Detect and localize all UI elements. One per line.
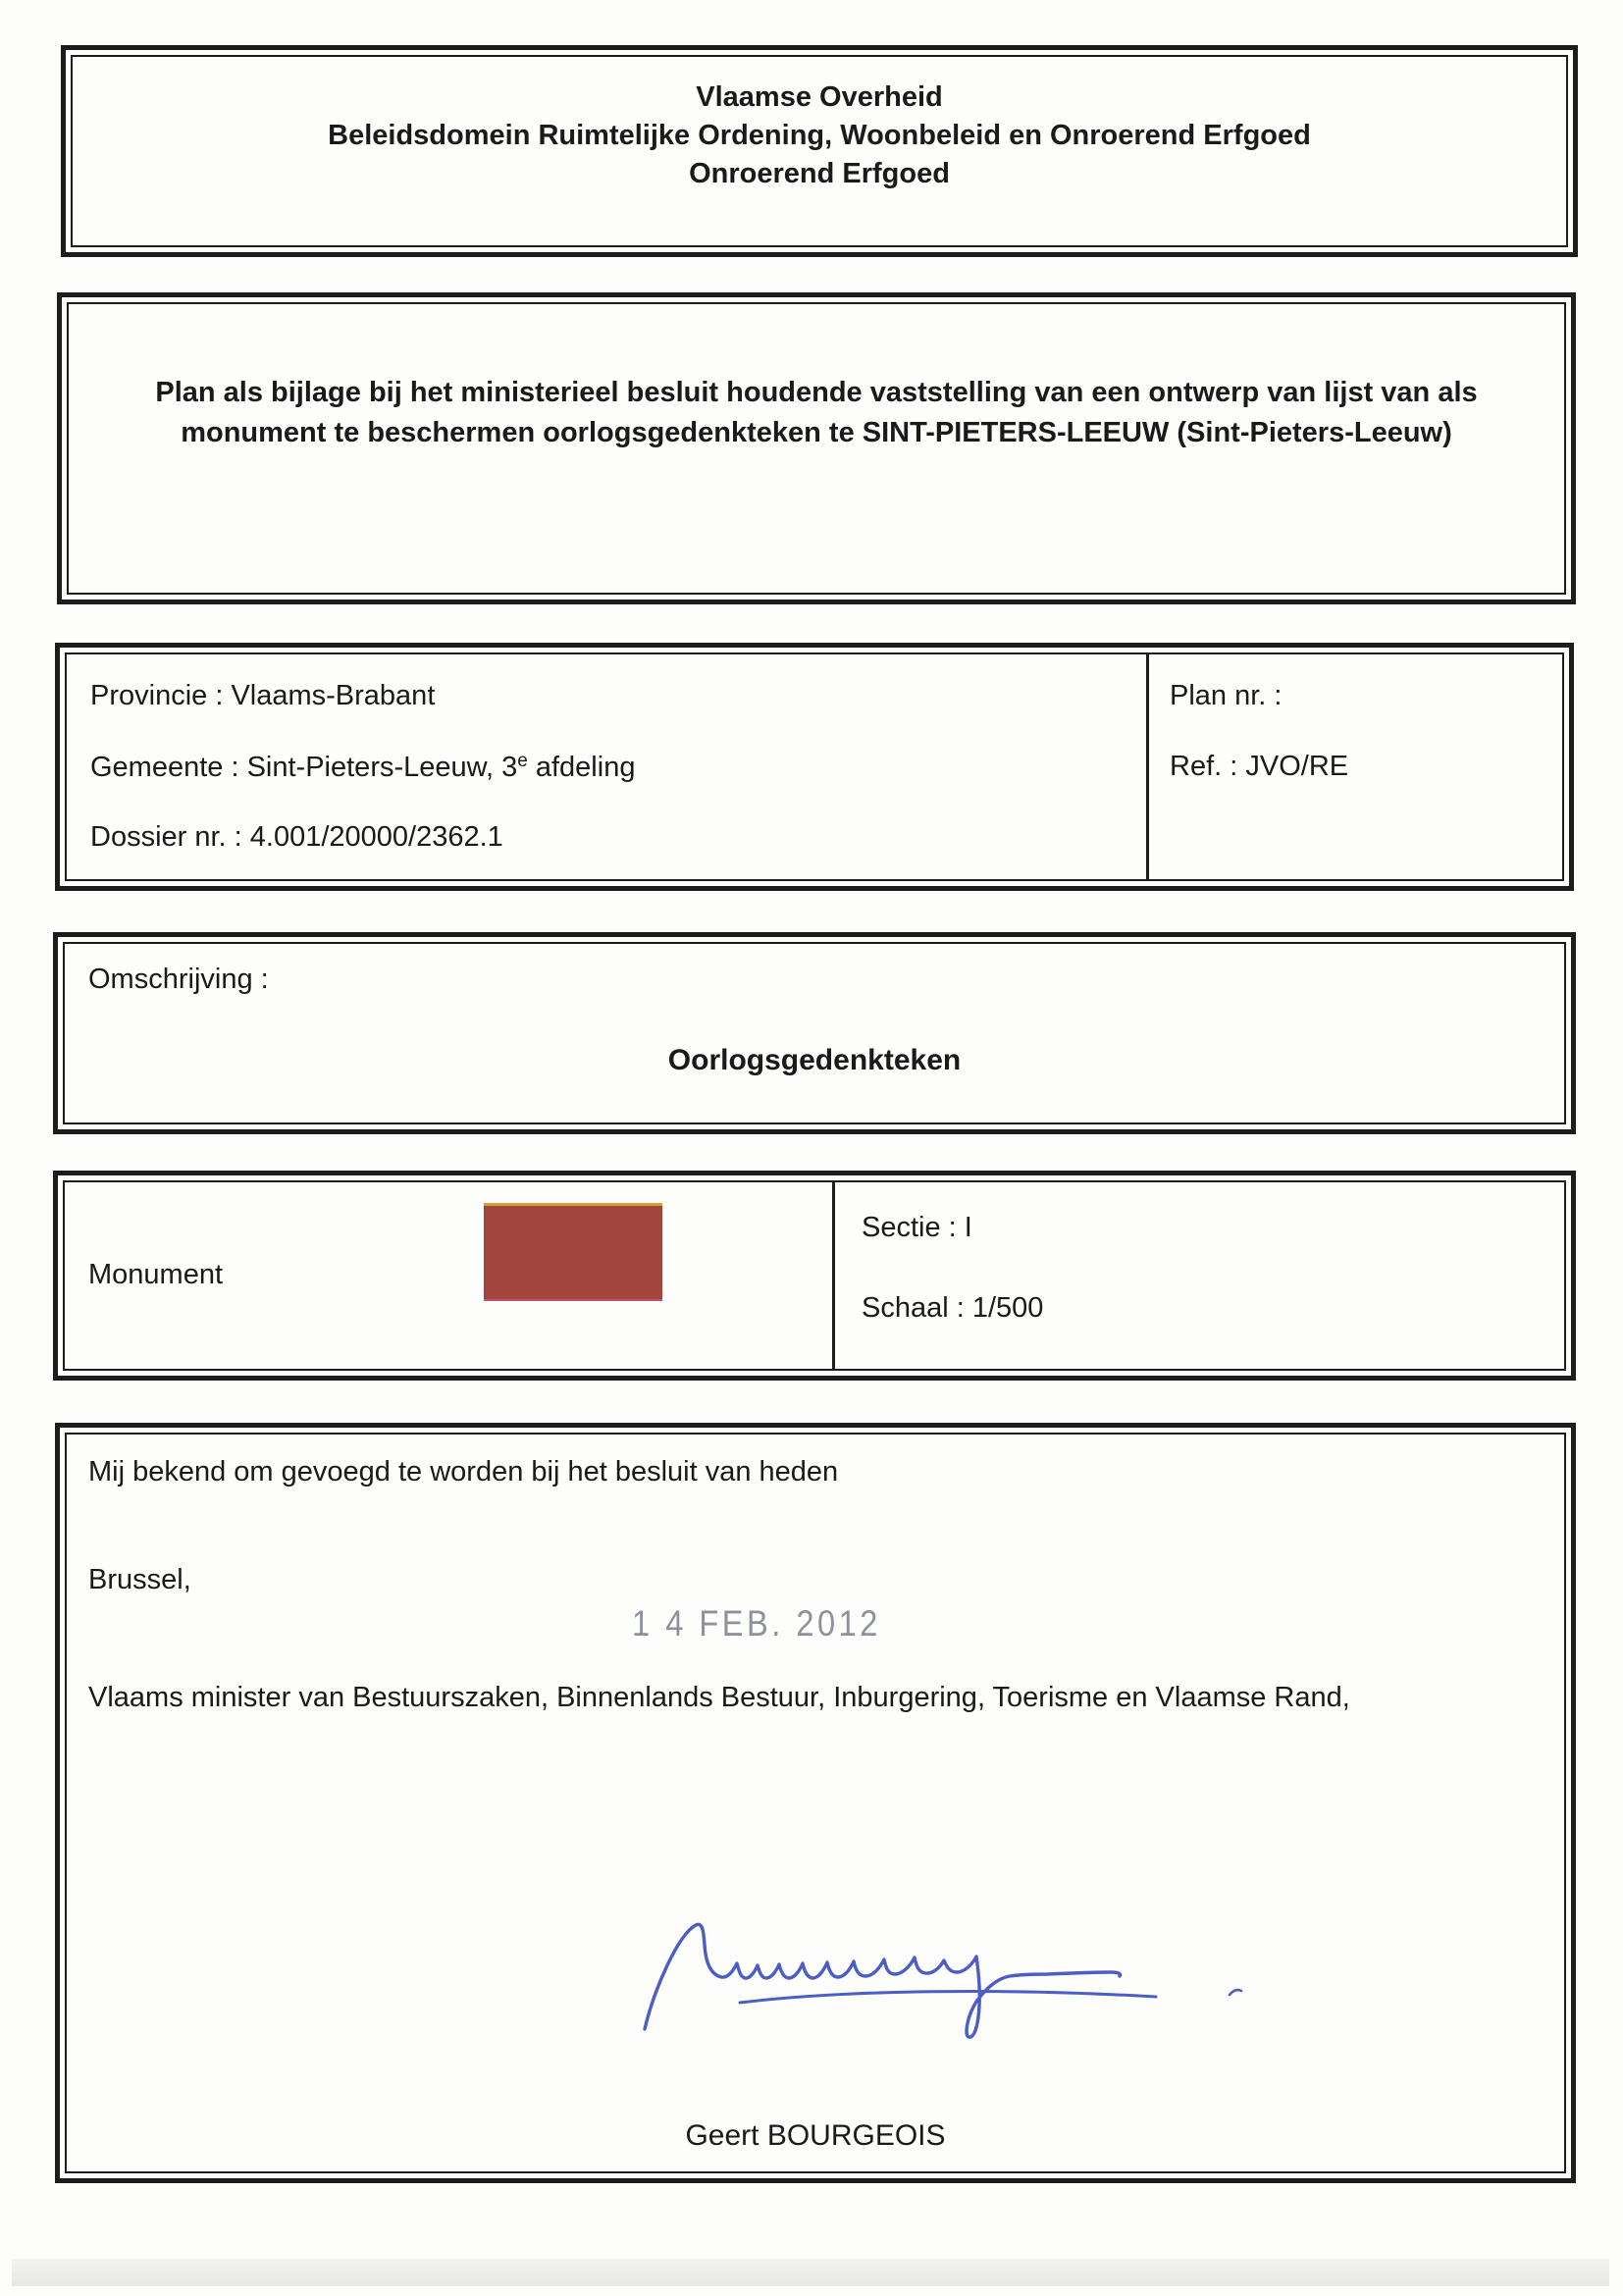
plan-number-field: Plan nr. : (1170, 680, 1283, 711)
signature-box-inner (65, 1433, 1566, 2173)
legend-column-divider (832, 1182, 835, 1369)
schaal-field: Schaal : 1/500 (862, 1292, 1044, 1324)
attestation-statement: Mij bekend om gevoegd te worden bij het besluit van heden (88, 1456, 839, 1487)
decree-title: Plan als bijlage bij het ministerieel besluit houdende vaststelling van een ontwerp van lijst van als monument te beschermen oorlogsgedenkteken te SINT-PIETERS-LEEUW (Sint-Pieters-Leeuw) (155, 377, 1478, 448)
description-value: Oorlogsgedenkteken (667, 1044, 962, 1076)
minister-title-line: Vlaams minister van Bestuurszaken, Binnenlands Bestuur, Inburgering, Toerisme en Vlaamse Rand, (88, 1682, 1350, 1713)
signature-main-stroke (645, 1924, 1121, 2037)
signer-name: Geert BOURGEOIS (685, 2119, 946, 2152)
municipality-suffix: afdeling (527, 752, 636, 783)
policy-domain: Beleidsdomein Ruimtelijke Ordening, Woonbeleid en Onroerend Erfgoed (328, 120, 1311, 151)
city-line: Brussel, (88, 1564, 191, 1595)
municipality-text: Gemeente : Sint-Pieters-Leeuw, 3 (90, 752, 518, 783)
legend-box (53, 1171, 1576, 1381)
decree-title-box-inner (67, 302, 1566, 595)
header-box-inner (71, 55, 1568, 247)
municipality-field (90, 751, 635, 784)
decree-title-box (57, 292, 1576, 604)
date-stamp: 1 4 FEB. 2012 (632, 1603, 881, 1644)
reference-field: Ref. : JVO/RE (1170, 751, 1349, 782)
dossier-info-box (55, 643, 1574, 891)
info-column-divider (1146, 654, 1149, 879)
description-box-inner (63, 942, 1566, 1124)
monument-label: Monument (88, 1259, 224, 1290)
municipality-superscript: e (517, 751, 528, 771)
signature-box (55, 1423, 1576, 2183)
province-field: Provincie : Vlaams-Brabant (90, 680, 436, 711)
description-label: Omschrijving : (88, 964, 269, 995)
division-name: Onroerend Erfgoed (689, 158, 950, 189)
dossier-number-field: Dossier nr. : 4.001/20000/2362.1 (90, 821, 503, 853)
signature-end-tick (1230, 1990, 1241, 1995)
scan-artifact-band (12, 2259, 1609, 2286)
organization-name: Vlaamse Overheid (696, 81, 943, 113)
legend-box-inner (63, 1180, 1566, 1371)
sectie-field: Sectie : I (862, 1212, 972, 1243)
signature-underline (740, 1991, 1156, 2003)
handwritten-signature (631, 1911, 1259, 2063)
monument-color-swatch (484, 1203, 662, 1301)
description-box (53, 932, 1576, 1134)
dossier-info-box-inner (65, 652, 1564, 881)
header-box (61, 45, 1578, 257)
